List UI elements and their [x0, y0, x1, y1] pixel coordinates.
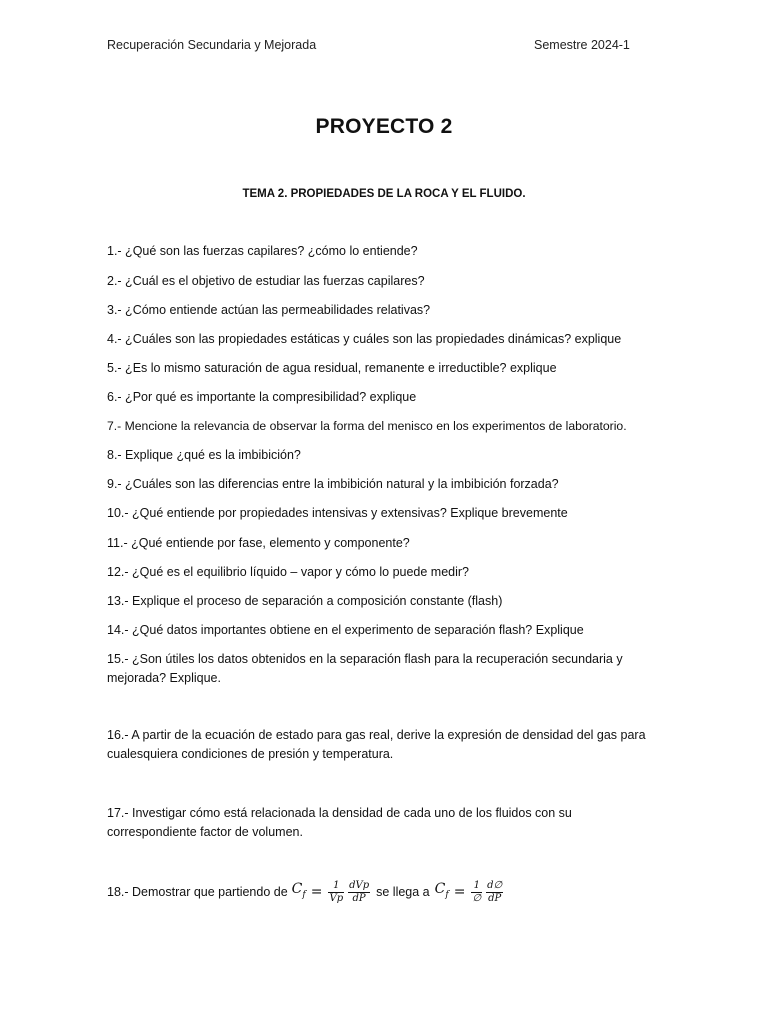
eq2-f2-den: dP	[488, 893, 502, 904]
eq1-f1-den: Vp	[329, 893, 344, 904]
question-12: 12.- ¿Qué es el equilibrio líquido – vapor y cómo lo puede medir?	[107, 565, 470, 579]
eq1-lhs: $C_f$	[291, 881, 306, 900]
eq1-fraction-1	[328, 880, 344, 905]
eq2-f2-num: d∅	[487, 880, 503, 891]
question-10: 10.- ¿Qué entiende por propiedades intensivas y extensivas? Explique brevemente	[107, 506, 568, 520]
eq2-equals: =	[453, 884, 466, 900]
question-1: 1.- ¿Qué son las fuerzas capilares? ¿cómo lo entiende?	[107, 244, 418, 258]
eq1-fraction-2	[348, 880, 370, 905]
eq1-f2-den: dP	[352, 893, 366, 904]
question-17: 17.- Investigar cómo está relacionada la densidad de cada uno de los fluidos con su correspondiente factor de volumen.	[107, 806, 572, 839]
eq2-f1-den: ∅	[472, 893, 482, 904]
eq2-lhs: $C_f$	[434, 881, 449, 900]
equation-cf-porosity	[435, 880, 505, 905]
question-15: 15.- ¿Son útiles los datos obtenidos en la separación flash para la recuperación secundaria y mejorada? Explique.	[107, 652, 623, 685]
header-semester: Semestre 2024-1	[534, 38, 630, 52]
question-18-prefix: 18.- Demostrar que partiendo de	[107, 885, 288, 899]
question-16: 16.- A partir de la ecuación de estado para gas real, derive la expresión de densidad del gas para cualesquiera condiciones de presión y temperatura.	[107, 728, 646, 761]
question-13: 13.- Explique el proceso de separación a composición constante (flash)	[107, 594, 503, 608]
question-5: 5.- ¿Es lo mismo saturación de agua residual, remanente e irreductible? explique	[107, 361, 557, 375]
eq1-f1-num: 1	[328, 880, 344, 893]
question-2: 2.- ¿Cuál es el objetivo de estudiar las fuerzas capilares?	[107, 274, 425, 288]
question-11: 11.- ¿Qué entiende por fase, elemento y componente?	[107, 536, 410, 550]
eq2-f1-num: 1	[471, 880, 482, 893]
question-4: 4.- ¿Cuáles son las propiedades estáticas y cuáles son las propiedades dinámicas? explique	[107, 332, 622, 346]
question-7: 7.- Mencione la relevancia de observar la forma del menisco en los experimentos de laboratorio.	[107, 419, 627, 433]
question-14: 14.- ¿Qué datos importantes obtiene en el experimento de separación flash? Explique	[107, 623, 584, 637]
question-18	[107, 880, 667, 905]
eq1-equals: =	[310, 884, 323, 900]
page-title: PROYECTO 2	[315, 115, 453, 138]
question-8: 8.- Explique ¿qué es la imbibición?	[107, 448, 301, 462]
question-6: 6.- ¿Por qué es importante la compresibilidad? explique	[107, 390, 417, 404]
page-subtitle: TEMA 2. PROPIEDADES DE LA ROCA Y EL FLUIDO.	[242, 188, 526, 200]
header-course: Recuperación Secundaria y Mejorada	[107, 38, 317, 52]
eq2-fraction-1	[471, 880, 482, 905]
eq1-f2-num: dVp	[349, 880, 370, 891]
eq2-fraction-2	[486, 880, 503, 905]
question-3: 3.- ¿Cómo entiende actúan las permeabilidades relativas?	[107, 303, 431, 317]
question-18-middle: se llega a	[376, 885, 430, 899]
equation-cf-vp	[292, 880, 371, 905]
question-9: 9.- ¿Cuáles son las diferencias entre la imbibición natural y la imbibición forzada?	[107, 477, 559, 491]
